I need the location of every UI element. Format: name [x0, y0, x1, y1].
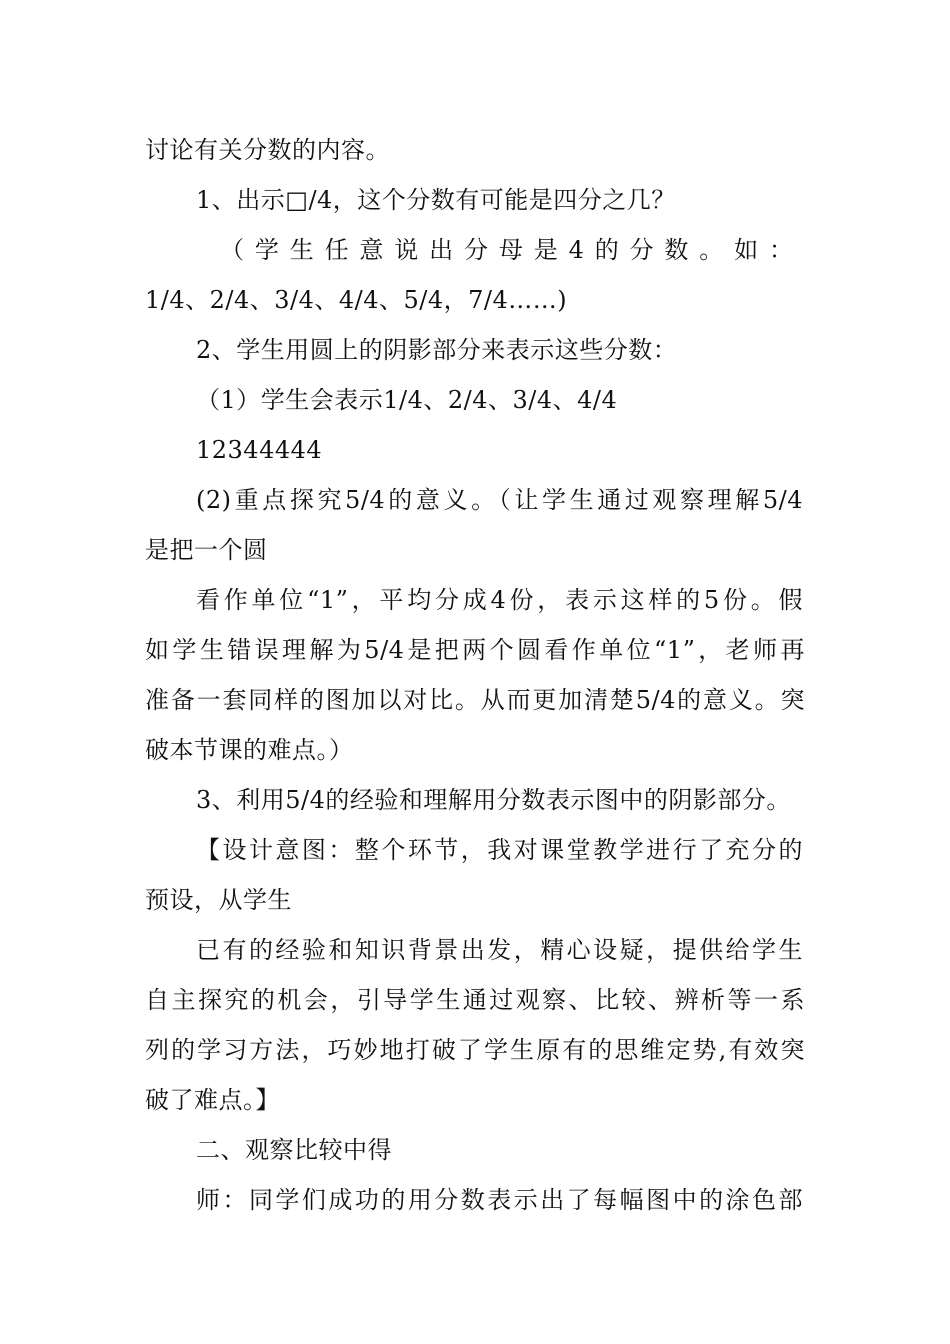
text-line: 12344444 [196, 436, 323, 464]
text-line: 【设计意图：整个环节，我对课堂教学进行了充分的 [196, 836, 803, 864]
text-line: 列的学习方法，巧妙地打破了学生原有的思维定势,有效突 [145, 1036, 805, 1064]
text-line: 预设，从学生 [145, 886, 292, 914]
text-line: (2)重点探究5/4的意义。（让学生通过观察理解5/4 [196, 486, 803, 514]
text-line: 已有的经验和知识背景出发，精心设疑，提供给学生 [196, 936, 803, 964]
text-line: 3、利用5/4的经验和理解用分数表示图中的阴影部分。 [196, 786, 791, 814]
text-line: 1/4、2/4、3/4、4/4、5/4，7/4……) [145, 286, 568, 314]
text-line: 看作单位“1”，平均分成4份，表示这样的5份。假 [196, 586, 803, 614]
text-line: 1、出示□/4，这个分数有可能是四分之几？ [196, 186, 676, 214]
text-line: 师：同学们成功的用分数表示出了每幅图中的涂色部 [196, 1186, 803, 1214]
text-line: 是把一个圆 [145, 536, 268, 564]
text-line: 2、学生用圆上的阴影部分来表示这些分数： [196, 336, 678, 364]
text-line: 如学生错误理解为5/4是把两个圆看作单位“1”，老师再 [145, 636, 805, 664]
text-line: 破了难点。】 [145, 1086, 280, 1114]
text-line: （学生任意说出分母是4的分数。如： [220, 236, 803, 264]
text-line: 破本节课的难点。） [145, 736, 354, 764]
text-line: 讨论有关分数的内容。 [145, 136, 390, 164]
text-line: 自主探究的机会，引导学生通过观察、比较、辨析等一系 [145, 986, 805, 1014]
section-heading: 二、观察比较中得 [196, 1136, 392, 1164]
text-line: 准备一套同样的图加以对比。从而更加清楚5/4的意义。突 [145, 686, 805, 714]
text-line: （1）学生会表示1/4、2/4、3/4、4/4 [196, 386, 618, 414]
